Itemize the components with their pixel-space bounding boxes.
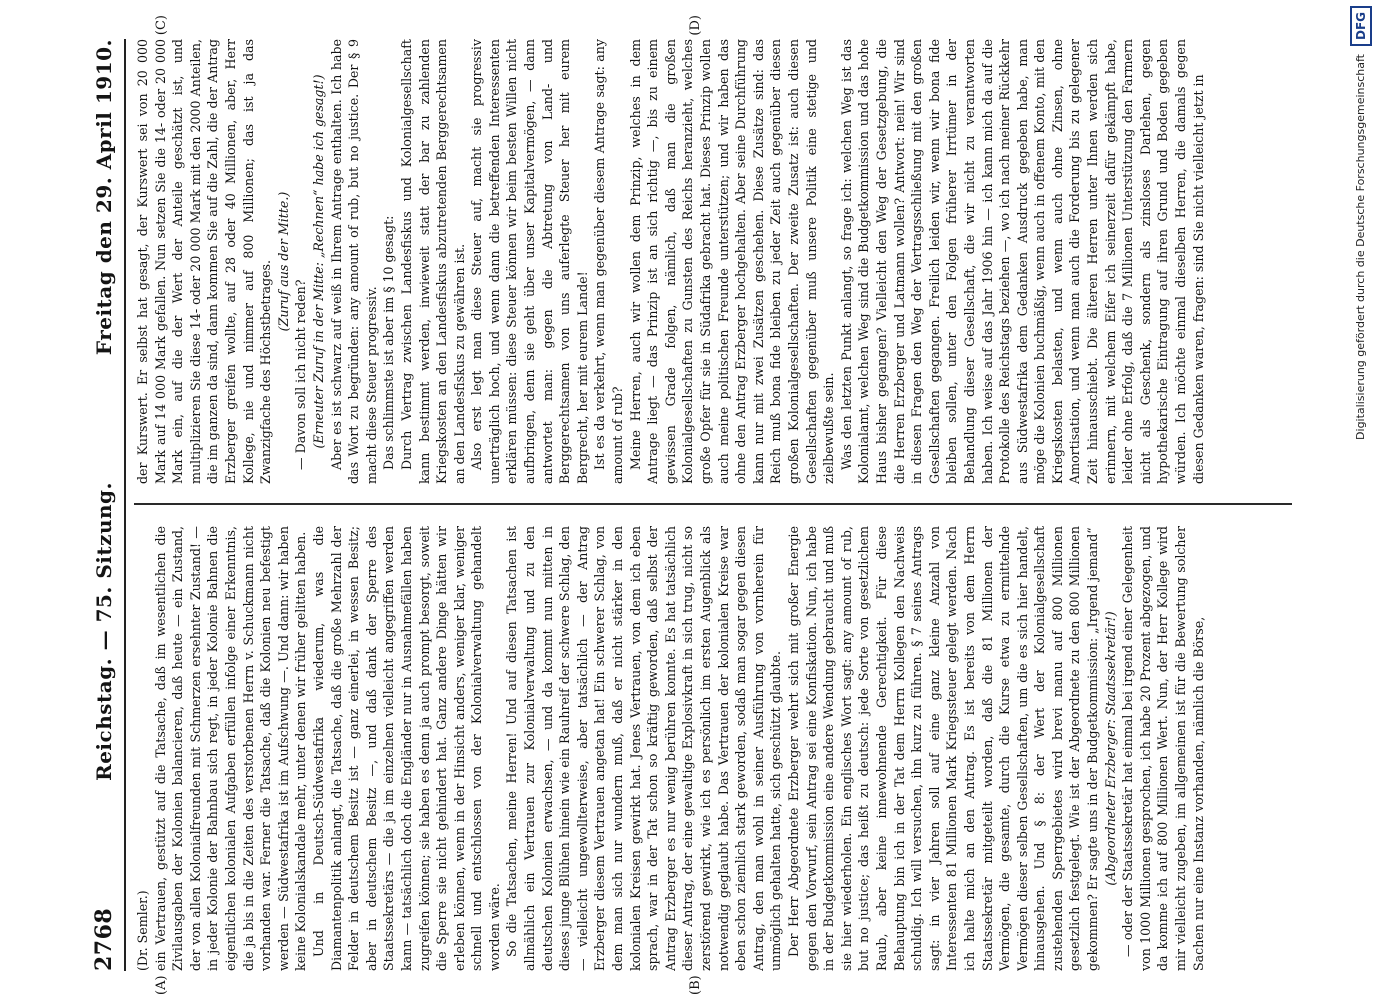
right-column bbox=[134, 39, 1292, 484]
margin-marker-d: (D) bbox=[688, 15, 703, 36]
paragraph: So die Tatsachen, meine Herren! Und auf diesen Tatsachen ist allmählich ein Vertrauen zur Kolonialverwaltung und zu den deutschen Kolonien erwachsen, — und da kommt nun mitten in dieses junge Blühen hinein wie ein Rauhreif der schwere Schlag, den — vielleicht ungewollterweise, aber tatsächlich — der Antrag Erzberger diesem Vertrauen angetan hat! Ein schwerer Schlag, von dem man sich nur wundern muß, daß er nicht stärker in den kolonialen Kreisen gewirkt hat. Jenes Vertrauen, von dem ich eben sprach, war in der Tat schon so kräftig geworden, daß selbst der Antrag Erzberger es nur wenig berühren konnte. Es hat tatsächlich dieser Antrag, der eine gewaltige Explosivkraft in sich trug, nicht so zerstörend gewirkt, wie ich es persönlich im ersten Augenblick als notwendig geglaubt habe. Das Vertrauen der kolonialen Kreise war eben schon ziemlich stark geworden, sodaß man sogar gegen diesen Antrag, den man wohl in seiner Ausführung von vornherein für unmöglich gehalten hatte, sich geschützt glaubte. bbox=[504, 526, 784, 971]
margin-marker-c: (C) bbox=[154, 15, 169, 36]
page-date: Freitag den 29. April 1910. bbox=[92, 39, 116, 356]
paragraph: ein Vertrauen, gestützt auf die Tatsache, daß im wesentlichen die Zivilausgaben der Kolonien balancieren, daß heute — ein Zustand, der von allen Kolonialfreunden mit Schmerzen ersehnter Zustand! — in jeder Kolonie der Bahnbau sich regt, in jeder Kolonie Bahnen die eigentlichen kolonialen Aufgaben erfüllen infolge einer Erkenntnis, die ja bis in die Zeiten des verstorbenen Herrn v. Schuckmann nicht vorhanden war. Ferner die Tatsache, daß die Kolonien neu befestigt werden — Südwestafrika ist im Aufschwung —. Und dann: wir haben keine Kolonialskandale mehr, unter denen wir früher gelitten haben. bbox=[152, 526, 309, 971]
paragraph: Meine Herren, auch wir wollen dem Prinzip, welches in dem Antrage liegt — das Prinzip ist an sich richtig —, bis zu einem gewissen Grade folgen, nämlich, daß man die großen Kolonialgesellschaften zu Gunsten des Reichs heranzieht, welches große Opfer für sie in Südafrika gebracht hat. Dieses Prinzip wollen auch meine politischen Freunde unterstützen; und wir haben das ohne den Antrag Erzberger hochgehalten. Aber seine Durchführung kann nur mit zwei Zusätzen geschehen. Diese Zusätze sind: das Reich muß bona fide bleiben zu jeder Zeit auch gegenüber diesen großen Kolonialgesellschaften. Der zweite Zusatz ist: auch diesen Gesellschaften gegenüber muß unsere Politik eine stetige und zielbewußte sein. bbox=[627, 39, 837, 484]
credit-text: Digitalisierung gefördert durch die Deutsche Forschungsgemeinschaft bbox=[1354, 54, 1367, 440]
digitization-credit bbox=[1342, 6, 1382, 996]
left-column bbox=[134, 526, 1292, 971]
paragraph: Und in Deutsch-Südwestafrika wiederum, was die Diamantenpolitik anlangt, die Tatsache, daß die große Mehrzahl der Felder in deutschem Besitz ist — ganz einerlei, in wessen Besitz; aber in deutschem Besitz —, und daß dank der Sperre des Staatssekretärs — die ja im einzelnen vielleicht angegriffen werden kann — tatsächlich doch die Engländer nur in Ausnahmefällen haben zugreifen können; sie haben es denn ja auch prompt besorgt, soweit die Sperre sie nicht gehindert hat. Ganz andere Dinge hätten wir erleben können, wenn in der Hinsicht anders, weniger klar, weniger schnell und entschlossen von der Kolonialverwaltung gehandelt worden wäre. bbox=[310, 526, 502, 971]
page-title: Reichstag. — 75. Sitzung. bbox=[92, 482, 116, 781]
paragraph: — oder der Staatssekretär hat einmal bei irgend einer Gelegenheit von 1000 Millionen gesprochen, ich habe 20 Prozent abgezogen, und da komme ich auf 800 Millionen Wert. Nun, der Herr Kollege wird mir vielleicht zugeben, im allgemeinen ist für die Bewertung solcher Sachen nur eine Instanz vorhanden, nämlich die Börse, bbox=[1120, 526, 1206, 971]
speaker-note: (Dr. Semler.) bbox=[135, 890, 150, 971]
paragraph: Also erst legt man diese Steuer auf, macht sie progressiv unerträglich hoch, und wenn dann die betreffenden Interessenten erklären müssen: diese Steuer können wir beim besten Willen nicht aufbringen, denn sie geht über unser Kapitalvermögen, — dann antwortet man: gegen die Abtretung von Land- und Berggerechtsamen von uns auferlegte Steuer her mit eurem Bergrecht, her mit eurem Lande! bbox=[469, 39, 590, 484]
column-divider bbox=[134, 503, 1292, 505]
margin-marker-a: (A) bbox=[154, 975, 169, 995]
quoted-clause: Durch Vertrag zwischen Landesfiskus und Kolonialgesellschaft kann bestimmt werden, inwieweit statt der bar zu zahlenden Kriegskosten an den Landesfiskus abzutretenden Berggerechtsamen an den Landesfiskus zu gewähren ist. bbox=[398, 39, 467, 484]
paragraph: Der Herr Abgeordnete Erzberger wehrt sich mit großer Energie gegen den Vorwurf, sein Antrag sei eine Konfiskation. Nun, ich habe in der Budgetkommission eine andere Wendung gebraucht und muß sie hier wiederholen. Ein englisches Wort sagt: any amount of rub, but no justice; das heißt zu deutsch: jede Sorte von gesetzlichem Raub, aber keine innewohnende Gerechtigkeit. Für diese Behauptung bin ich in der Tat dem Herrn Kollegen den Nachweis schuldig. Ich will versuchen, ihn kurz zu führen. § 7 seines Antrags sagt: in vier Jahren soll auf eine ganz kleine Anzahl von Interessenten 81 Millionen Mark Kriegssteuer gelegt werden. Nach ich halte mich an den Antrag. Es ist bereits von dem Herrn Staatssekretär mitgeteilt worden, daß die 81 Millionen der Vermögen, die gesamte, durch die Kurse etwa zu ermittelnde Vermögen dieser selben Gesellschaften, um die es sich hier handelt, hinausgehen. Und § 8: der Wert der Kolonialgesellschaft zustehenden Sperrgebietes wird brevi manu auf 800 Millionen gesetzlich festgelegt. Wie ist der Abgeordnete zu den 800 Millionen gekommen? Er sagte uns in der Budgetkommission: „Irgend jemand“ bbox=[785, 526, 1101, 971]
interjection: (Zuruf aus der Mitte.) bbox=[275, 191, 291, 332]
paragraph: Aber es ist schwarz auf weiß in Ihrem Antrage enthalten. Ich habe das Wort zu begründen: any amount of rub, but no justice. Der § 9 macht diese Steuer progressiv. bbox=[328, 39, 379, 484]
interjection: (Abgeordneter Erzberger: Staatssekretär!) bbox=[1102, 611, 1118, 886]
interjection: (Erneuter Zuruf in der Mitte: „Rechnen“ habe ich gesagt!) bbox=[310, 74, 326, 449]
paragraph: Ist es da verkehrt, wenn man gegenüber diesem Antrage sagt: any amount of rub? bbox=[592, 39, 626, 484]
paragraph: Was den letzten Punkt anlangt, so frage ich: welchen Weg ist das Kolonialamt, welchen Weg sind die Budgetkommission und das hohe Haus bisher gegangen? Vielleicht den Weg der Gesetzgebung, die die Herren Erzberger und Latmann wollen? Antwort: nein! Wir sind in diesen Fragen den Weg der Vertragsschließung mit den großen Gesellschaften gegangen. Freilich leiden wir, wenn wir bona fide bleiben sollen, unter den Folgen früherer Irrtümer in der Behandlung dieser Gesellschaft, die wir nicht zu verantworten haben. Ich weise auf das Jahr 1906 hin — ich kann mich da auf die Protokolle des Reichstags beziehen —, wo ich nach meiner Rückkehr aus Südwestafrika dem Gedanken Ausdruck gegeben habe, man möge die Kolonien buchmäßig, wenn auch in offenem Konto, mit den Kriegskosten belasten, und wenn auch ohne Zinsen, ohne Amortisation, und wenn man auch die Forderung bis zu gelegener Zeit hinausschiebt. Die älteren Herren unter Ihnen werden sich erinnern, mit welchem Eifer ich seinerzeit dafür gekämpft habe, leider ohne Erfolg, daß die 7 Millionen Unterstützung den Farmern nicht als Geschenk, sondern als zinsloses Darlehen, gegen hypothekarische Eintragung auf ihren Grund und Boden gegeben würden. Ich möchte einmal dieselben Herren, die damals gegen diesen Gedanken waren, fragen: sind Sie nicht vielleicht jetzt in bbox=[838, 39, 1206, 484]
page-number: 2768 bbox=[91, 907, 117, 971]
paragraph: der Kurswert. Er selbst hat gesagt, der Kurswert sei von 20 000 Mark auf 14 000 Mark gefallen. Nun setzen Sie die 14- oder 20 000 Mark ein, auf die der Wert der Anteile geschätzt ist, und multiplizieren Sie diese 14- oder 20 000 Mark mit den 2000 Anteilen, die im ganzen da sind, dann kommen Sie auf die Zahl, die der Antrag Erzberger greifen wollte, auf 28 oder 40 Millionen, aber, Herr Kollege, nie und nimmer auf 800 Millionen; das ist ja das Zwanzigfache des Höchstbetrages. bbox=[135, 39, 274, 484]
newspaper-page bbox=[70, 15, 1306, 995]
dfg-logo: DFG bbox=[1350, 6, 1372, 46]
paragraph: Das schlimmste ist aber im § 10 gesagt: bbox=[381, 215, 397, 470]
page-header bbox=[84, 39, 126, 971]
margin-marker-b: (B) bbox=[688, 975, 703, 995]
paragraph: — Davon soll ich nicht reden? bbox=[293, 279, 309, 470]
